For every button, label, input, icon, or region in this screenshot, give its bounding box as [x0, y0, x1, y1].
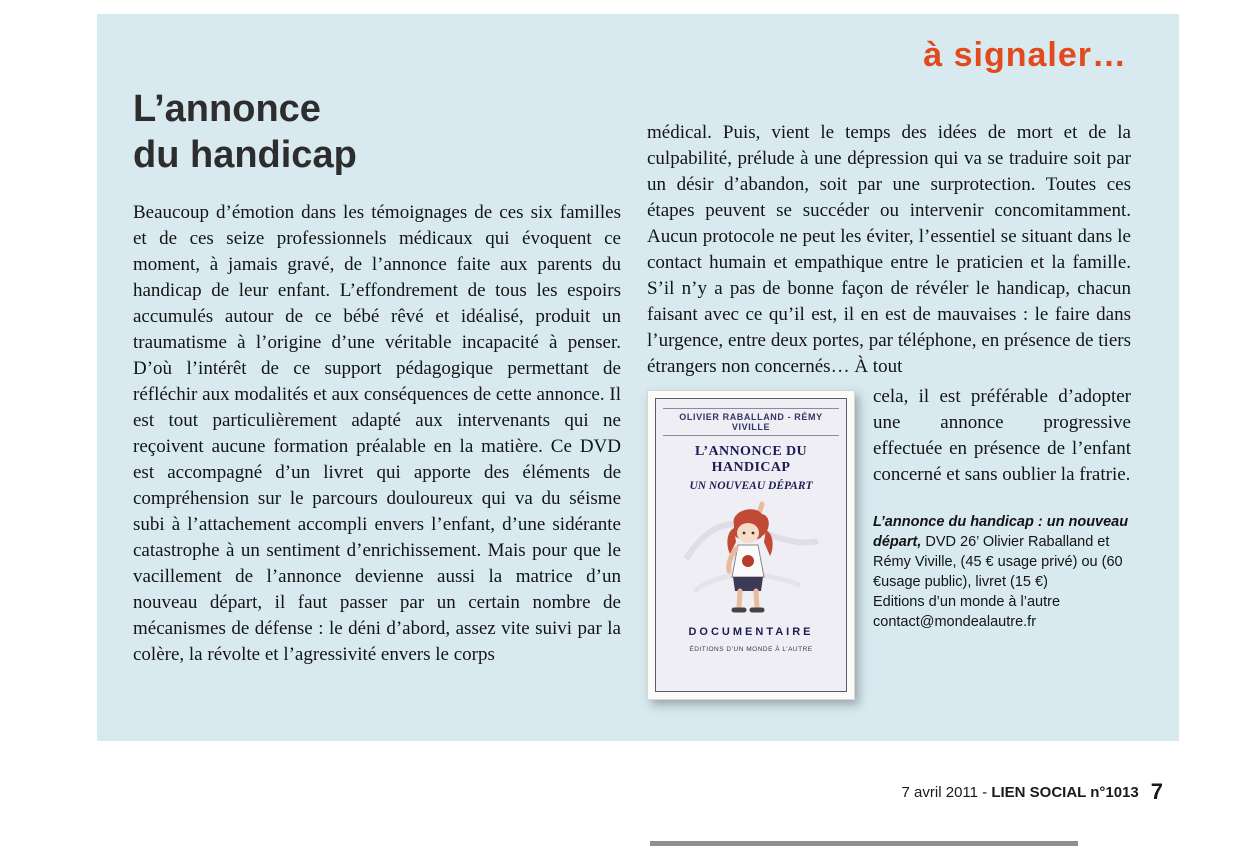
caption-title: L’annonce du handicap : un nouveau départ,: [873, 514, 1129, 550]
footer-journal-name: LIEN SOCIAL n°1013: [991, 784, 1139, 801]
left-column: [133, 86, 621, 706]
media-block: [647, 384, 1131, 653]
caption-publisher: Editions d’un monde à l’autre: [873, 594, 1061, 610]
dvd-subtitle: UN NOUVEAU DÉPART: [689, 480, 813, 492]
footer-page-number: 7: [1150, 779, 1163, 804]
scan-artifact: [650, 841, 1078, 846]
article-title: [133, 86, 621, 178]
article-panel: [97, 14, 1179, 741]
title-line2: du handicap: [133, 134, 357, 176]
child-drawing-icon: [676, 498, 826, 620]
right-column-text-top: médical. Puis, vient le temps des idées de mort et de la culpabilité, prélude à une dépression qui va se traduire soit par un désir d’abandon, soit par une surprotection. Toutes ces étapes peuvent se succéder ou intervenir concomitamment. Aucun protocole ne peut les éviter, l’essentiel se situant dans le contact humain et empathique entre le praticien et la famille. S’il n’y a pas de bonne façon de révéler le handicap, chacun faisant avec ce qu’il est, il en est de mauvaises : le faire dans l’urgence, entre deux portes, par téléphone, en présence de tiers étrangers non concernés… À tout: [647, 122, 1131, 377]
right-column: [647, 86, 1131, 706]
article-columns: [133, 86, 1131, 706]
dvd-genre: DOCUMENTAIRE: [688, 626, 814, 638]
caption-details: DVD 26’ Olivier Raballand et Rémy Viville, (45 € usage privé) ou (60 €usage public), livret (15 €): [873, 534, 1123, 590]
dvd-cover: [647, 390, 855, 700]
dvd-cover-inner: [655, 398, 847, 692]
caption-contact-email: contact@mondealautre.fr: [873, 614, 1037, 630]
dvd-authors: OLIVIER RABALLAND - RÉMY VIVILLE: [663, 408, 839, 436]
section-flag: à signaler…: [923, 36, 1127, 74]
title-line1: L’annonce: [133, 88, 321, 130]
right-column-text-wrap: cela, il est préférable d’adopter une annonce progressive effectuée en présence de l’enfant concerné et sans oublier la fratrie.: [873, 386, 1131, 485]
page-footer: [97, 779, 1163, 805]
footer-date: 7 avril 2011 -: [901, 784, 992, 801]
dvd-title: L’ANNONCE DU HANDICAP: [694, 444, 807, 475]
dvd-publisher: ÉDITIONS D’UN MONDE À L’AUTRE: [689, 646, 813, 653]
dvd-illustration: [676, 498, 826, 620]
left-column-text: Beaucoup d’émotion dans les témoignages de ces six familles et de ces seize professionnels médicaux qui évoquent ce moment, à jamais gravé, de l’annonce faite aux parents du handicap de leur enfant. L’effondrement de tous les espoirs accumulés autour de ce bébé rêvé et idéalisé, produit un traumatisme à l’origine d’une véritable incapacité à penser. D’où l’intérêt de ce support pédagogique permettant de réfléchir aux modalités et aux conséquences de cette annonce. Il est tout particulièrement adapté aux intervenants qui ne reçoivent aucune formation préalable en la matière. Ce DVD est accompagné d’un livret qui apporte des éléments de compréhension sur le parcours douloureux qui va du séisme subi à l’attachement accompli envers l’enfant, d’une sidérante catastrophe à un sentiment d’enrichissement. Mais pour que le vacillement de l’annonce devienne aussi la matrice d’un nouveau départ, il faut passer par un certain nombre de mécanismes de défense : le déni d’abord, assez vite suivi par la colère, la révolte et l’agressivité envers le corps: [133, 202, 621, 665]
